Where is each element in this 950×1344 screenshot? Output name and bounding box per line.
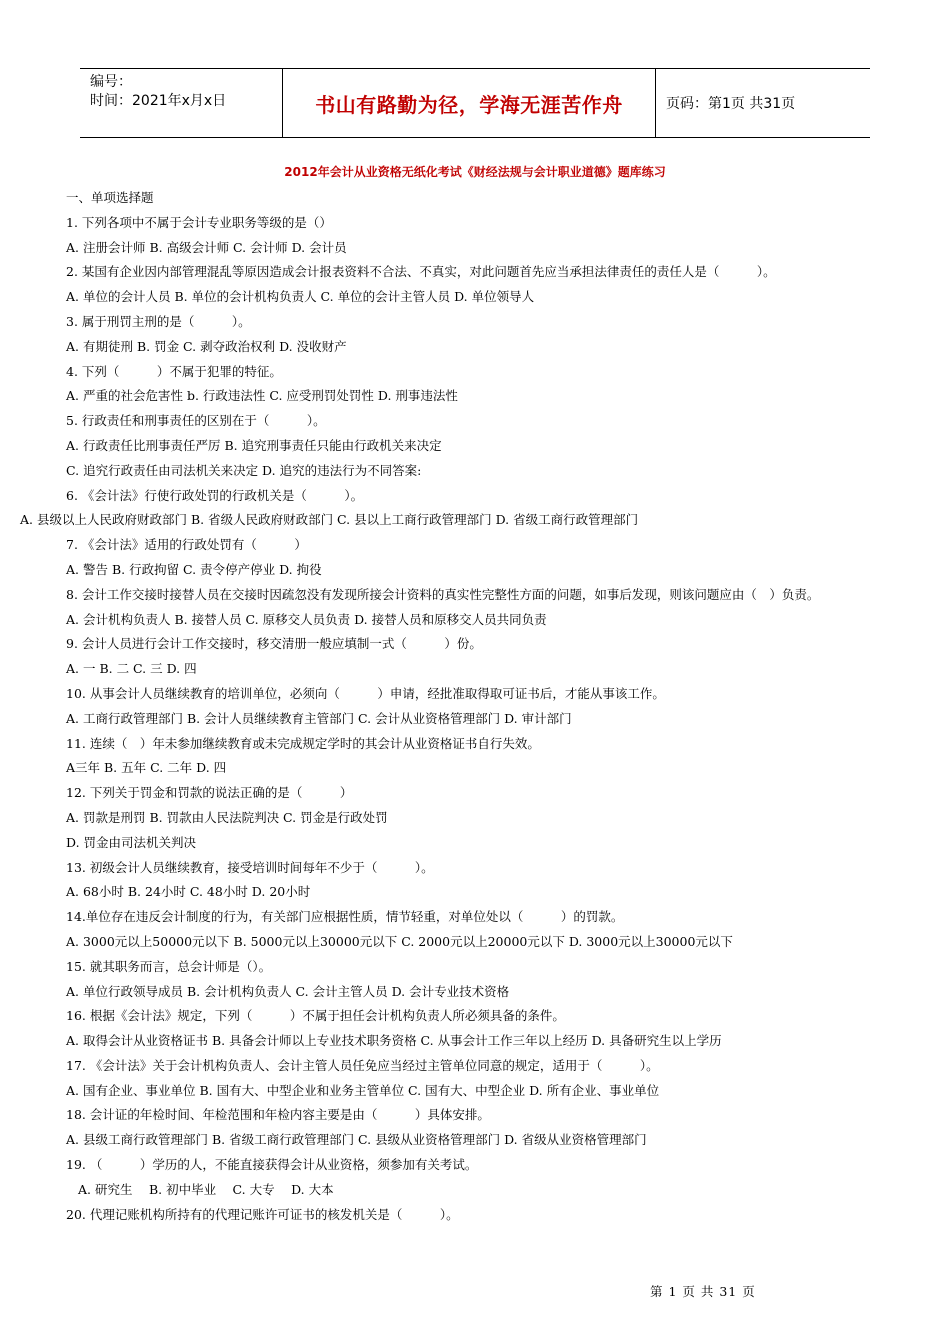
options: A. 3000元以上50000元以下 B. 5000元以上30000元以下 C. 2000元以上20000元以下 D. 3000元以上30000元以下: [66, 933, 733, 949]
question: 15. 就其职务而言，总会计师是（）。: [66, 958, 272, 974]
question: 18. 会计证的年检时间、年检范围和年检内容主要是由（ ）具体安排。: [66, 1107, 490, 1123]
options: A. 取得会计从业资格证书 B. 具备会计师以上专业技术职务资格 C. 从事会计工作三年以上经历 D. 具备研究生以上学历: [66, 1033, 722, 1049]
question: 10. 从事会计人员继续教育的培训单位，必须向（ ）申请，经批准取得取可证书后，才能从事该工作。: [66, 685, 665, 701]
number-label: 编号：: [90, 74, 132, 90]
options: A. 68小时 B. 24小时 C. 48小时 D. 20小时: [66, 884, 311, 900]
options: D. 罚金由司法机关判决: [66, 834, 197, 850]
header-table: [80, 68, 870, 138]
question: 1. 下列各项中不属于会计专业职务等级的是（）: [66, 214, 332, 230]
options: A. 国有企业、事业单位 B. 国有大、中型企业和业务主管单位 C. 国有大、中型企业 D. 所有企业、事业单位: [66, 1082, 660, 1098]
page-info: 页码：第1页 共31页: [666, 96, 796, 112]
options: A. 注册会计师 B. 高级会计师 C. 会计师 D. 会计员: [66, 239, 347, 255]
motto: 书山有路勤为径，学海无涯苦作舟: [315, 92, 623, 117]
options: A. 行政责任比刑事责任严厉 B. 追究刑事责任只能由行政机关来决定: [66, 437, 442, 453]
header-motto-cell: [282, 69, 656, 137]
question: 12. 下列关于罚金和罚款的说法正确的是（ ）: [66, 785, 353, 801]
question: 16. 根据《会计法》规定，下列（ ）不属于担任会计机构负责人所必须具备的条件。: [66, 1008, 565, 1024]
options: A. 罚款是刑罚 B. 罚款由人民法院判决 C. 罚金是行政处罚: [66, 809, 388, 825]
question: 17. 《会计法》关于会计机构负责人、会计主管人员任免应当经过主管单位同意的规定，适用于（ ）。: [66, 1057, 659, 1073]
question: 9. 会计人员进行会计工作交接时，移交清册一般应填制一式（ ）份。: [66, 636, 482, 652]
question: 8. 会计工作交接时接替人员在交接时因疏忽没有发现所接会计资料的真实性完整性方面的问题，如事后发现，则该问题应由（ ）负责。: [66, 586, 820, 602]
question: 3. 属于刑罚主刑的是（ ）。: [66, 313, 251, 329]
header-meta: [80, 69, 282, 137]
question: 14.单位存在违反会计制度的行为，有关部门应根据性质，情节轻重，对单位处以（ ）的罚款。: [66, 909, 624, 925]
options: A. 工商行政管理部门 B. 会计人员继续教育主管部门 C. 会计从业资格管理部门 D. 审计部门: [66, 710, 572, 726]
question: 4. 下列（ ）不属于犯罪的特征。: [66, 363, 282, 379]
options: A. 会计机构负责人 B. 接替人员 C. 原移交人员负责 D. 接替人员和原移交人员共同负责: [66, 611, 547, 627]
section-heading: 一、单项选择题: [66, 190, 154, 205]
document-title: 2012年会计从业资格无纸化考试《财经法规与会计职业道德》题库练习: [284, 165, 666, 179]
time-label: 时间：2021年x月x日: [90, 93, 227, 109]
question: 20. 代理记账机构所持有的代理记账许可证书的核发机关是（ ）。: [66, 1206, 459, 1222]
question: 11. 连续（ ）年未参加继续教育或未完成规定学时的其会计从业资格证书自行失效。: [66, 735, 540, 751]
question: 19. （ ）学历的人，不能直接获得会计从业资格，须参加有关考试。: [66, 1157, 478, 1173]
question-list: [0, 186, 950, 1227]
options: A. 研究生 B. 初中毕业 C. 大专 D. 大本: [78, 1181, 334, 1197]
question: 2. 某国有企业因内部管理混乱等原因造成会计报表资料不合法、不真实，对此问题首先应当承担法律责任的责任人是（ ）。: [66, 264, 776, 280]
options: C. 追究行政责任由司法机关来决定 D. 追究的违法行为不同答案:: [66, 462, 422, 478]
options: A. 县级工商行政管理部门 B. 省级工商行政管理部门 C. 县级从业资格管理部门 D. 省级从业资格管理部门: [66, 1132, 647, 1148]
question: 13. 初级会计人员继续教育，接受培训时间每年不少于（ ）。: [66, 859, 434, 875]
options: A. 县级以上人民政府财政部门 B. 省级人民政府财政部门 C. 县以上工商行政管理部门 D. 省级工商行政管理部门: [20, 512, 639, 528]
options: A. 严重的社会危害性 b. 行政违法性 C. 应受刑罚处罚性 D. 刑事违法性: [66, 388, 458, 404]
options: A. 单位的会计人员 B. 单位的会计机构负责人 C. 单位的会计主管人员 D. 单位领导人: [66, 289, 535, 305]
page-footer: 第 1 页 共 31 页: [650, 1284, 756, 1299]
options: A. 有期徒刑 B. 罚金 C. 剥夺政治权利 D. 没收财产: [66, 338, 347, 354]
options: A. 一 B. 二 C. 三 D. 四: [66, 661, 197, 677]
question: 6. 《会计法》行使行政处罚的行政机关是（ ）。: [66, 487, 364, 503]
question: 7. 《会计法》适用的行政处罚有（ ）: [66, 537, 307, 553]
question: 5. 行政责任和刑事责任的区别在于（ ）。: [66, 413, 326, 429]
options: A. 单位行政领导成员 B. 会计机构负责人 C. 会计主管人员 D. 会计专业技术资格: [66, 983, 510, 999]
options: A三年 B. 五年 C. 二年 D. 四: [66, 760, 227, 776]
options: A. 警告 B. 行政拘留 C. 责令停产停业 D. 拘役: [66, 561, 322, 577]
